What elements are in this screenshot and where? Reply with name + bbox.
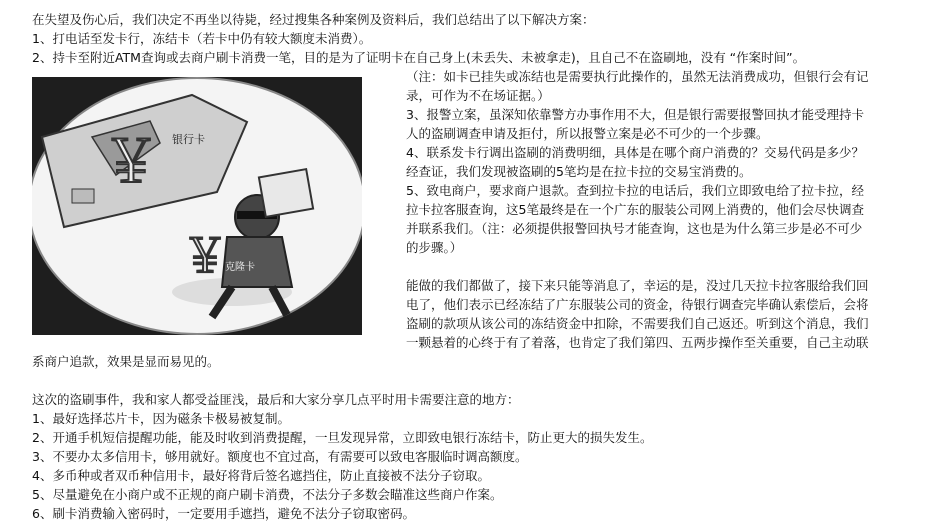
- result-line-1: 能做的我们都做了，接下来只能等消息了，幸运的是，没过几天拉卡拉客服给我们回: [406, 278, 869, 293]
- yuan-glyph-large: ￥: [102, 128, 161, 196]
- result-line-4: 一颗悬着的心终于有了着落，也肯定了我们第四、五两步操作至关重要，自己主动联: [406, 335, 869, 350]
- cartoon-illustration: [32, 77, 362, 335]
- tip-4: 4、多币种或者双币种信用卡，最好将背后签名遮挡住，防止直接被不法分子窃取。: [32, 468, 490, 483]
- result-line-3: 盗刷的款项从该公司的冻结资金中扣除，不需要我们自己返还。听到这个消息，我们: [406, 316, 869, 331]
- yuan-glyph-small: ￥: [182, 229, 228, 283]
- step-1: 1、打电话至发卡行，冻结卡（若卡中仍有较大额度未消费）。: [32, 31, 372, 46]
- tip-3: 3、不要办太多信用卡，够用就好。额度也不宜过高，有需要可以致电客服临时调高额度。: [32, 449, 528, 464]
- step-5-line-1: 5、致电商户，要求商户退款。查到拉卡拉的电话后，我们立即致电给了拉卡拉，经: [406, 183, 864, 198]
- step-3-line-1: 3、报警立案，虽深知依靠警方办事作用不大，但是银行需要报警回执才能受理持卡: [406, 107, 864, 122]
- intro-text: 在失望及伤心后，我们决定不再坐以待毙，经过搜集各种案例及资料后，我们总结出了以下解决方案：: [32, 12, 595, 27]
- note-line-2: 录，可作为不在场证据。）: [406, 88, 550, 103]
- tip-1: 1、最好选择芯片卡，因为磁条卡极易被复制。: [32, 411, 290, 426]
- step-4-line-2: 经查证，我们发现被盗刷的5笔均是在拉卡拉的交易宝消费的。: [406, 164, 752, 179]
- step-5-line-3: 并联系我们。（注：必须提供报警回执号才能查询，这也是为什么第三步是必不可少: [406, 221, 863, 236]
- card-label: 银行卡: [172, 133, 205, 146]
- step-5-line-2: 拉卡拉客服查询，这5笔最终是在一个广东的服装公司网上消费的，他们会尽快调查: [406, 202, 864, 217]
- step-4-line-1: 4、联系发卡行调出盗刷的消费明细，具体是在哪个商户消费的？交易代码是多少？: [406, 145, 864, 160]
- step-5-line-4: 的步骤。）: [406, 240, 463, 255]
- tips-intro: 这次的盗刷事件，我和家人都受益匪浅，最后和大家分享几点平时用卡需要注意的地方：: [32, 392, 520, 407]
- note-line-1: （注：如卡已挂失或冻结也是需要执行此操作的，虽然无法消费成功，但银行会有记: [406, 69, 869, 84]
- tip-5: 5、尽量避免在小商户或不正规的商户刷卡消费，不法分子多数会瞄准这些商户作案。: [32, 487, 503, 502]
- clone-card-label: 克隆卡: [225, 262, 255, 273]
- step-3-line-2: 人的盗刷调查申请及拒付，所以报警立案是必不可少的一个步骤。: [406, 126, 769, 141]
- step-2: 2、持卡至附近ATM查询或去商户刷卡消费一笔，目的是为了证明卡在自己身上(未丢失、未被拿走)，且自己不在盗刷地，没有 “作案时间”。: [32, 50, 806, 65]
- tip-6: 6、刷卡消费输入密码时，一定要用手遮挡，避免不法分子窃取密码。: [32, 506, 415, 521]
- result-tail: 系商户追款，效果是显而易见的。: [32, 354, 220, 369]
- result-line-2: 电了，他们表示已经冻结了广东服装公司的资金，待银行调查完毕确认索偿后，会将: [406, 297, 869, 312]
- tip-2: 2、开通手机短信提醒功能，能及时收到消费提醒，一旦发现异常，立即致电银行冻结卡，防止更大的损失发生。: [32, 430, 653, 445]
